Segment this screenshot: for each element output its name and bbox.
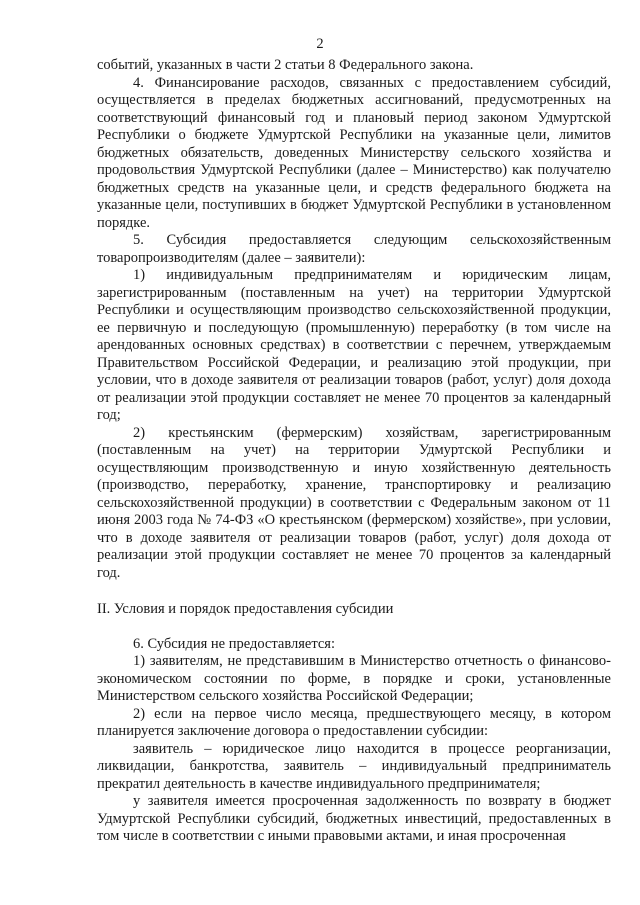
paragraph-item-6-2-b: у заявителя имеется просроченная задолженность по возврату в бюджет Удмуртской Республики субсидий, бюджетных инвестиций, предоставленных в том числе в соответствии с иными правовыми актами, и иная просроченная <box>97 793 611 844</box>
paragraph-item-5: 5. Субсидия предоставляется следующим сельскохозяйственным товаропроизводителям (далее – заявители): <box>97 232 611 266</box>
paragraph-item-4: 4. Финансирование расходов, связанных с предоставлением субсидий, осуществляется в пределах бюджетных ассигнований, предусмотренных на соответствующий финансовый год и плановый период законом Удмуртской Республики о бюджете Удмуртской Республики на указанные цели, лимитов бюджетных обязательств, доведенных Министерству сельского хозяйства и продовольствия Удмуртской Республики (далее – Министерство) как получателю бюджетных средств на указанные цели, и средств федерального бюджета на указанные цели, поступивших в бюджет Удмуртской Республики в установленном порядке. <box>97 74 611 231</box>
section-heading: II. Условия и порядок предоставления субсидии <box>97 601 394 617</box>
paragraph-item-6-2: 2) если на первое число месяца, предшествующего месяцу, в котором планируется заключение договора о предоставлении субсидии: <box>97 705 611 739</box>
paragraph-item-6-1: 1) заявителям, не представившим в Министерство отчетность о финансово-экономическом состоянии по форме, в порядке и сроки, установленные Министерством сельского хозяйства Российской Федерации; <box>97 653 611 704</box>
document-body <box>97 57 611 846</box>
paragraph-item-6: 6. Субсидия не предоставляется: <box>133 635 335 652</box>
page-number: 2 <box>316 36 324 52</box>
paragraph-subitem-1: 1) индивидуальным предпринимателям и юридическим лицам, зарегистрированным (поставленным на учет) на территории Удмуртской Республики и осуществляющим производство сельскохозяйственной продукции, ее первичную и последующую (промышленную) переработку (в том числе на арендованных основных средствах) в соответствии с перечнем, утверждаемым Правительством Российской Федерации, и реализацию этой продукции, при условии, что в доходе заявителя от реализации товаров (работ, услуг) доля дохода от реализации этой продукции составляет не менее 70 процентов за календарный год; <box>97 267 611 423</box>
paragraph-continuation: событий, указанных в части 2 статьи 8 Федерального закона. <box>97 57 474 73</box>
paragraph-item-6-2-a: заявитель – юридическое лицо находится в процессе реорганизации, ликвидации, банкротства, заявитель – индивидуальный предприниматель прекратил деятельность в качестве индивидуального предпринимателя; <box>97 740 611 792</box>
paragraph-subitem-2: 2) крестьянским (фермерским) хозяйствам, зарегистрированным (поставленным на учет) на территории Удмуртской Республики и осуществляющим производственную и иную хозяйственную деятельность (производство, переработку, хранение, транспортировку и реализацию сельскохозяйственной продукции) в соответствии с Федеральным законом от 11 июня 2003 года № 74-ФЗ «О крестьянском (фермерском) хозяйстве», при условии, что в доходе заявителя от реализации товаров (работ, услуг) доля дохода от реализации этой продукции составляет не менее 70 процентов за календарный год. <box>97 424 611 581</box>
